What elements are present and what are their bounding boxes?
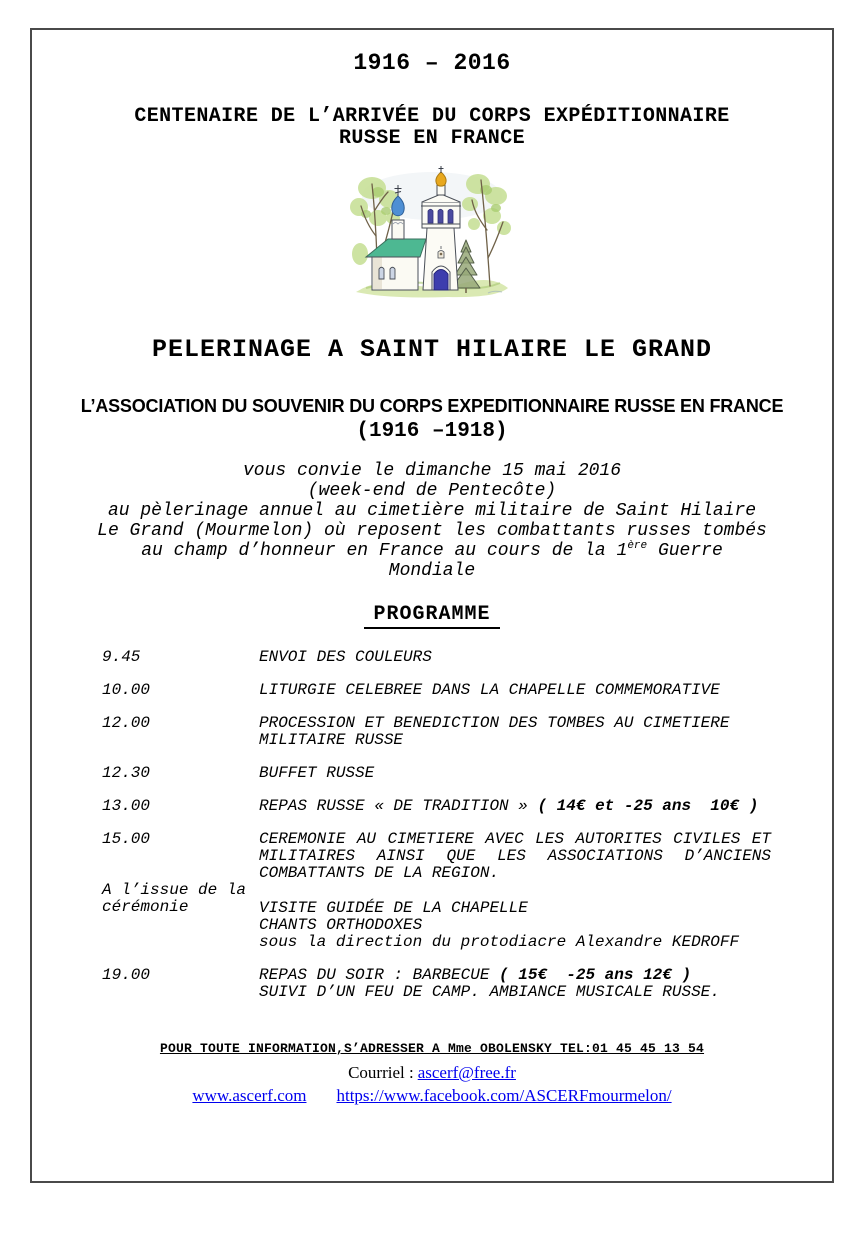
church-illustration [348,166,516,301]
programme-row [102,882,832,951]
email-line [32,1063,832,1083]
programme-heading: PROGRAMME [32,603,832,629]
intro-line: vous convie le dimanche 15 mai 2016 [242,461,622,481]
programme-row [102,649,832,666]
web-links-line [32,1086,832,1106]
programme-schedule [102,649,832,1001]
programme-desc: PROCESSION ET BENEDICTION DES TOMBES AU CIMETIERE MILITAIRE RUSSE [259,714,730,749]
programme-time: 10.00 [102,681,151,699]
programme-time: 15.00 [102,830,151,848]
programme-row [102,967,832,1001]
programme-row [102,831,832,882]
centenaire-title [32,106,832,150]
centenaire-line2: RUSSE EN FRANCE [338,127,526,150]
intro-line: (week-end de Pentecôte) [307,481,557,501]
website-link[interactable]: www.ascerf.com [192,1086,307,1105]
contact-info-line: POUR TOUTE INFORMATION,S’ADRESSER A Mme OBOLENSKY TEL:01 45 45 13 54 [159,1041,705,1056]
programme-time: A l’issue de la cérémonie [102,881,247,916]
email-label: Courriel : [348,1063,414,1082]
programme-row [102,765,832,782]
programme-desc: VISITE GUIDÉE DE LA CHAPELLE CHANTS ORTHODOXES sous la direction du protodiacre Alexandre KEDROFF [259,899,740,951]
intro-line: Mondiale [388,561,476,581]
facebook-link[interactable]: https://www.facebook.com/ASCERFmourmelon/ [336,1086,672,1105]
page-title: PELERINAGE A SAINT HILAIRE LE GRAND [151,335,713,364]
email-link[interactable]: ascerf@free.fr [417,1063,516,1082]
intro-line: au pèlerinage annuel au cimetière militaire de Saint Hilaire [107,501,757,521]
contact-footer [32,1041,832,1106]
programme-desc: LITURGIE CELEBREE DANS LA CHAPELLE COMMEMORATIVE [259,681,720,699]
tower-cross [439,166,444,173]
invitation-text [32,461,832,581]
programme-time: 12.30 [102,764,151,782]
price-highlight: ( 14€ et -25 ans 10€ ) [537,797,759,815]
programme-desc: CEREMONIE AU CIMETIERE AVEC LES AUTORITES CIVILES ET MILITAIRES AINSI QUE LES ASSOCIATIONS D’ANCIENS COMBATTANTS DE LA REGION. [259,830,771,882]
programme-time: 12.00 [102,714,151,732]
programme-desc: BUFFET RUSSE [259,764,375,782]
document-page [30,28,834,1183]
programme-desc: ENVOI DES COULEURS [259,648,432,666]
programme-time: 9.45 [102,648,141,666]
price-highlight: ( 15€ -25 ans 12€ ) [499,966,692,984]
programme-row [102,682,832,699]
association-title: L’ASSOCIATION DU SOUVENIR DU CORPS EXPEDITIONNAIRE RUSSE EN FRANCE [80,396,784,416]
intro-line: Le Grand (Mourmelon) où reposent les combattants russes tombés [97,521,767,541]
superscript-ere: ère [627,540,648,552]
programme-desc: REPAS DU SOIR : BARBECUE ( 15€ -25 ans 12€ ) SUIVI D’UN FEU DE CAMP. AMBIANCE MUSICALE RUSSE. [259,966,720,1001]
intro-line: au champ d’honneur en France au cours de la 1ère Guerre [141,540,723,561]
programme-row [102,798,832,815]
years-title: 1916 – 2016 [353,50,511,76]
centenaire-line1: CENTENAIRE DE L’ARRIVÉE DU CORPS EXPÉDITIONNAIRE [134,105,730,128]
programme-row [102,715,832,749]
association-years: (1916 –1918) [356,420,508,443]
programme-time: 13.00 [102,797,151,815]
programme-time: 19.00 [102,966,151,984]
programme-desc: REPAS RUSSE « DE TRADITION » ( 14€ et -25 ans 10€ ) [259,797,759,815]
